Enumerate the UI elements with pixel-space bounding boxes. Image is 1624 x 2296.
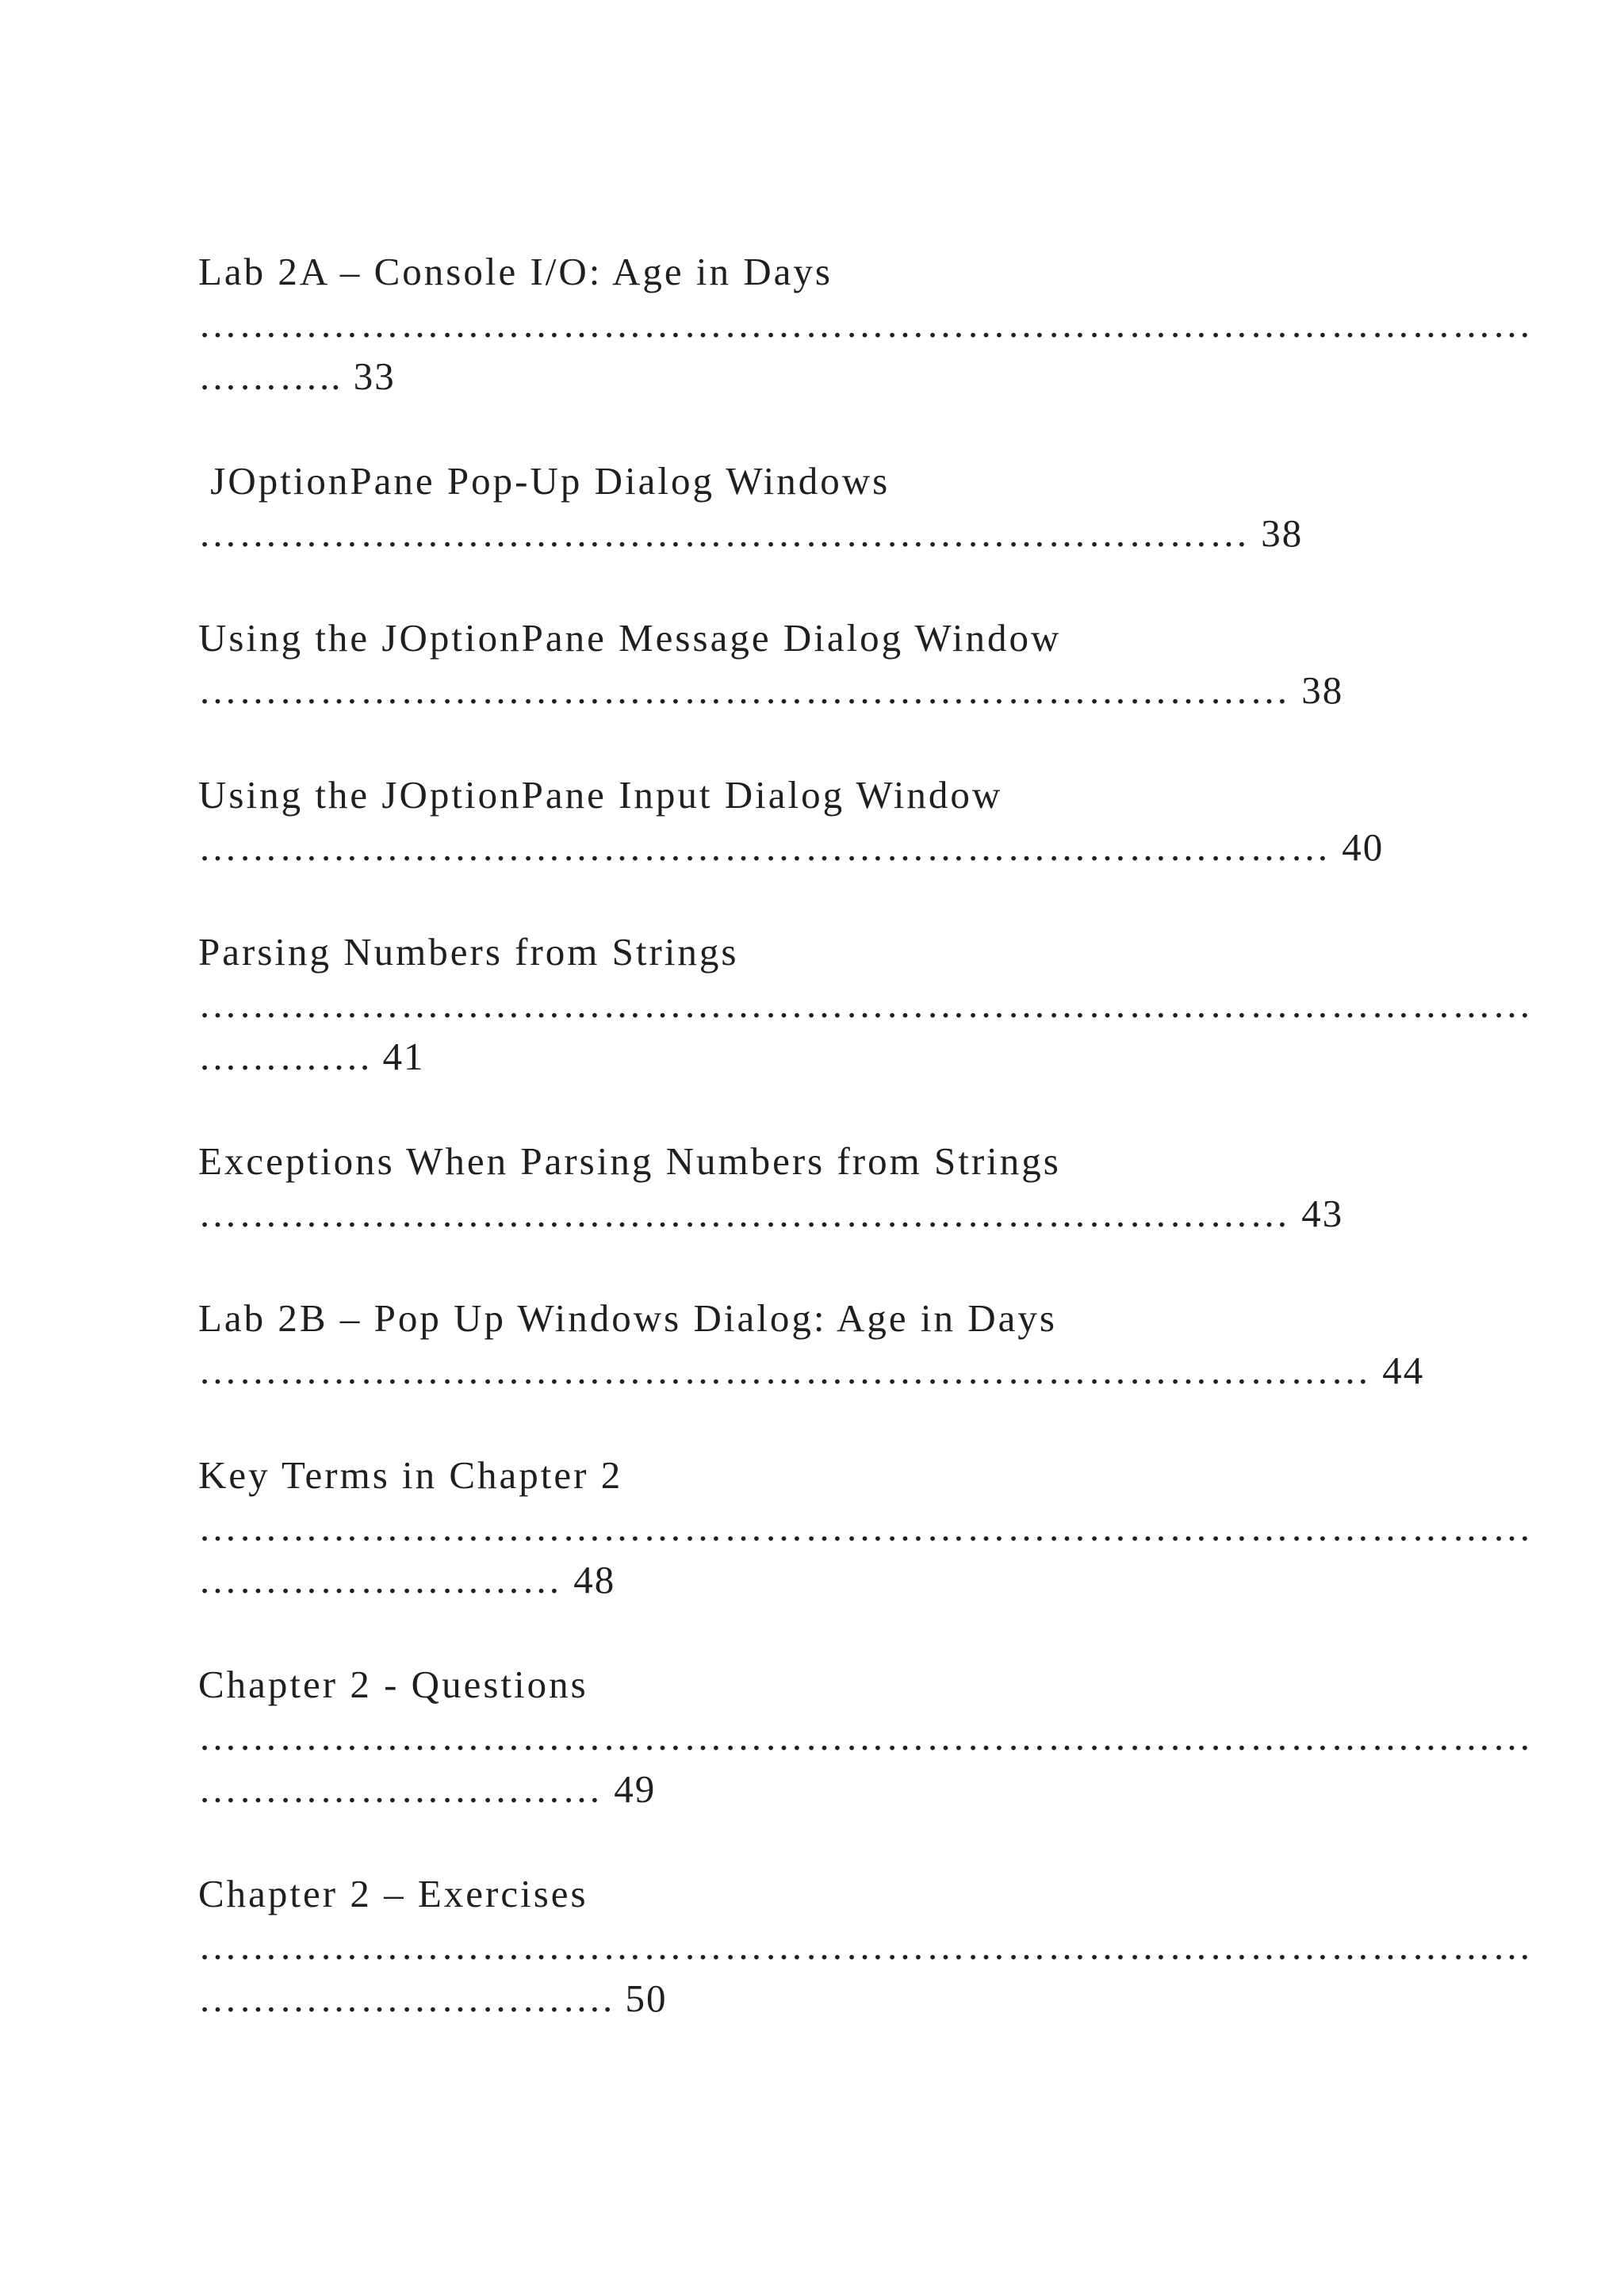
toc-entry — [198, 455, 1435, 560]
toc-entry-leader: ……………………………………………………………………… 38 — [198, 668, 1344, 712]
toc-entry-leader: …………………………………………………………………………… 44 — [198, 1349, 1425, 1392]
toc-entry-leader: ……………………………………………………………………………………… ……….. 33 — [198, 302, 1533, 398]
toc-entry — [198, 1292, 1435, 1397]
toc-entry-title: Chapter 2 – Exercises — [198, 1872, 588, 1915]
toc-entry-title: Parsing Numbers from Strings — [198, 930, 739, 974]
toc-entry-title: Lab 2B – Pop Up Windows Dialog: Age in Days — [198, 1296, 1057, 1340]
toc-entry-title: Exceptions When Parsing Numbers from Strings — [198, 1139, 1061, 1183]
toc-entry-title: Lab 2A – Console I/O: Age in Days — [198, 250, 833, 293]
toc-entry-title: Chapter 2 - Questions — [198, 1663, 588, 1706]
toc-entry-title: JOptionPane Pop-Up Dialog Windows — [198, 459, 891, 503]
toc-entry — [198, 612, 1435, 717]
toc-entry — [198, 1868, 1533, 2025]
toc-entry-title: Key Terms in Chapter 2 — [198, 1453, 623, 1497]
toc-entry-leader: ……………………………………………………………………… 43 — [198, 1192, 1344, 1235]
toc-entry-leader: …………………………………………………………………… 38 — [198, 511, 1304, 555]
toc-entry — [198, 246, 1533, 403]
toc-entry — [198, 1659, 1533, 1816]
toc-entry-title: Using the JOptionPane Input Dialog Window — [198, 773, 1003, 817]
toc-entry — [198, 926, 1533, 1083]
toc-entry-leader: ……………………………………………………………………………………… …………. 41 — [198, 982, 1533, 1078]
toc-entry-leader: ……………………………………………………………………………………… ……………………… 48 — [198, 1506, 1533, 1601]
toc-entry — [198, 769, 1435, 874]
toc-entry-leader: ……………………………………………………………………………………… …………………………. 50 — [198, 1924, 1533, 2020]
toc-entry — [198, 1449, 1533, 1606]
toc-entry-leader: ………………………………………………………………………… 40 — [198, 825, 1385, 869]
toc-entry-title: Using the JOptionPane Message Dialog Window — [198, 616, 1062, 660]
toc-entry — [198, 1135, 1435, 1240]
toc-entry-leader: ……………………………………………………………………………………… ………………………… 49 — [198, 1715, 1533, 1811]
